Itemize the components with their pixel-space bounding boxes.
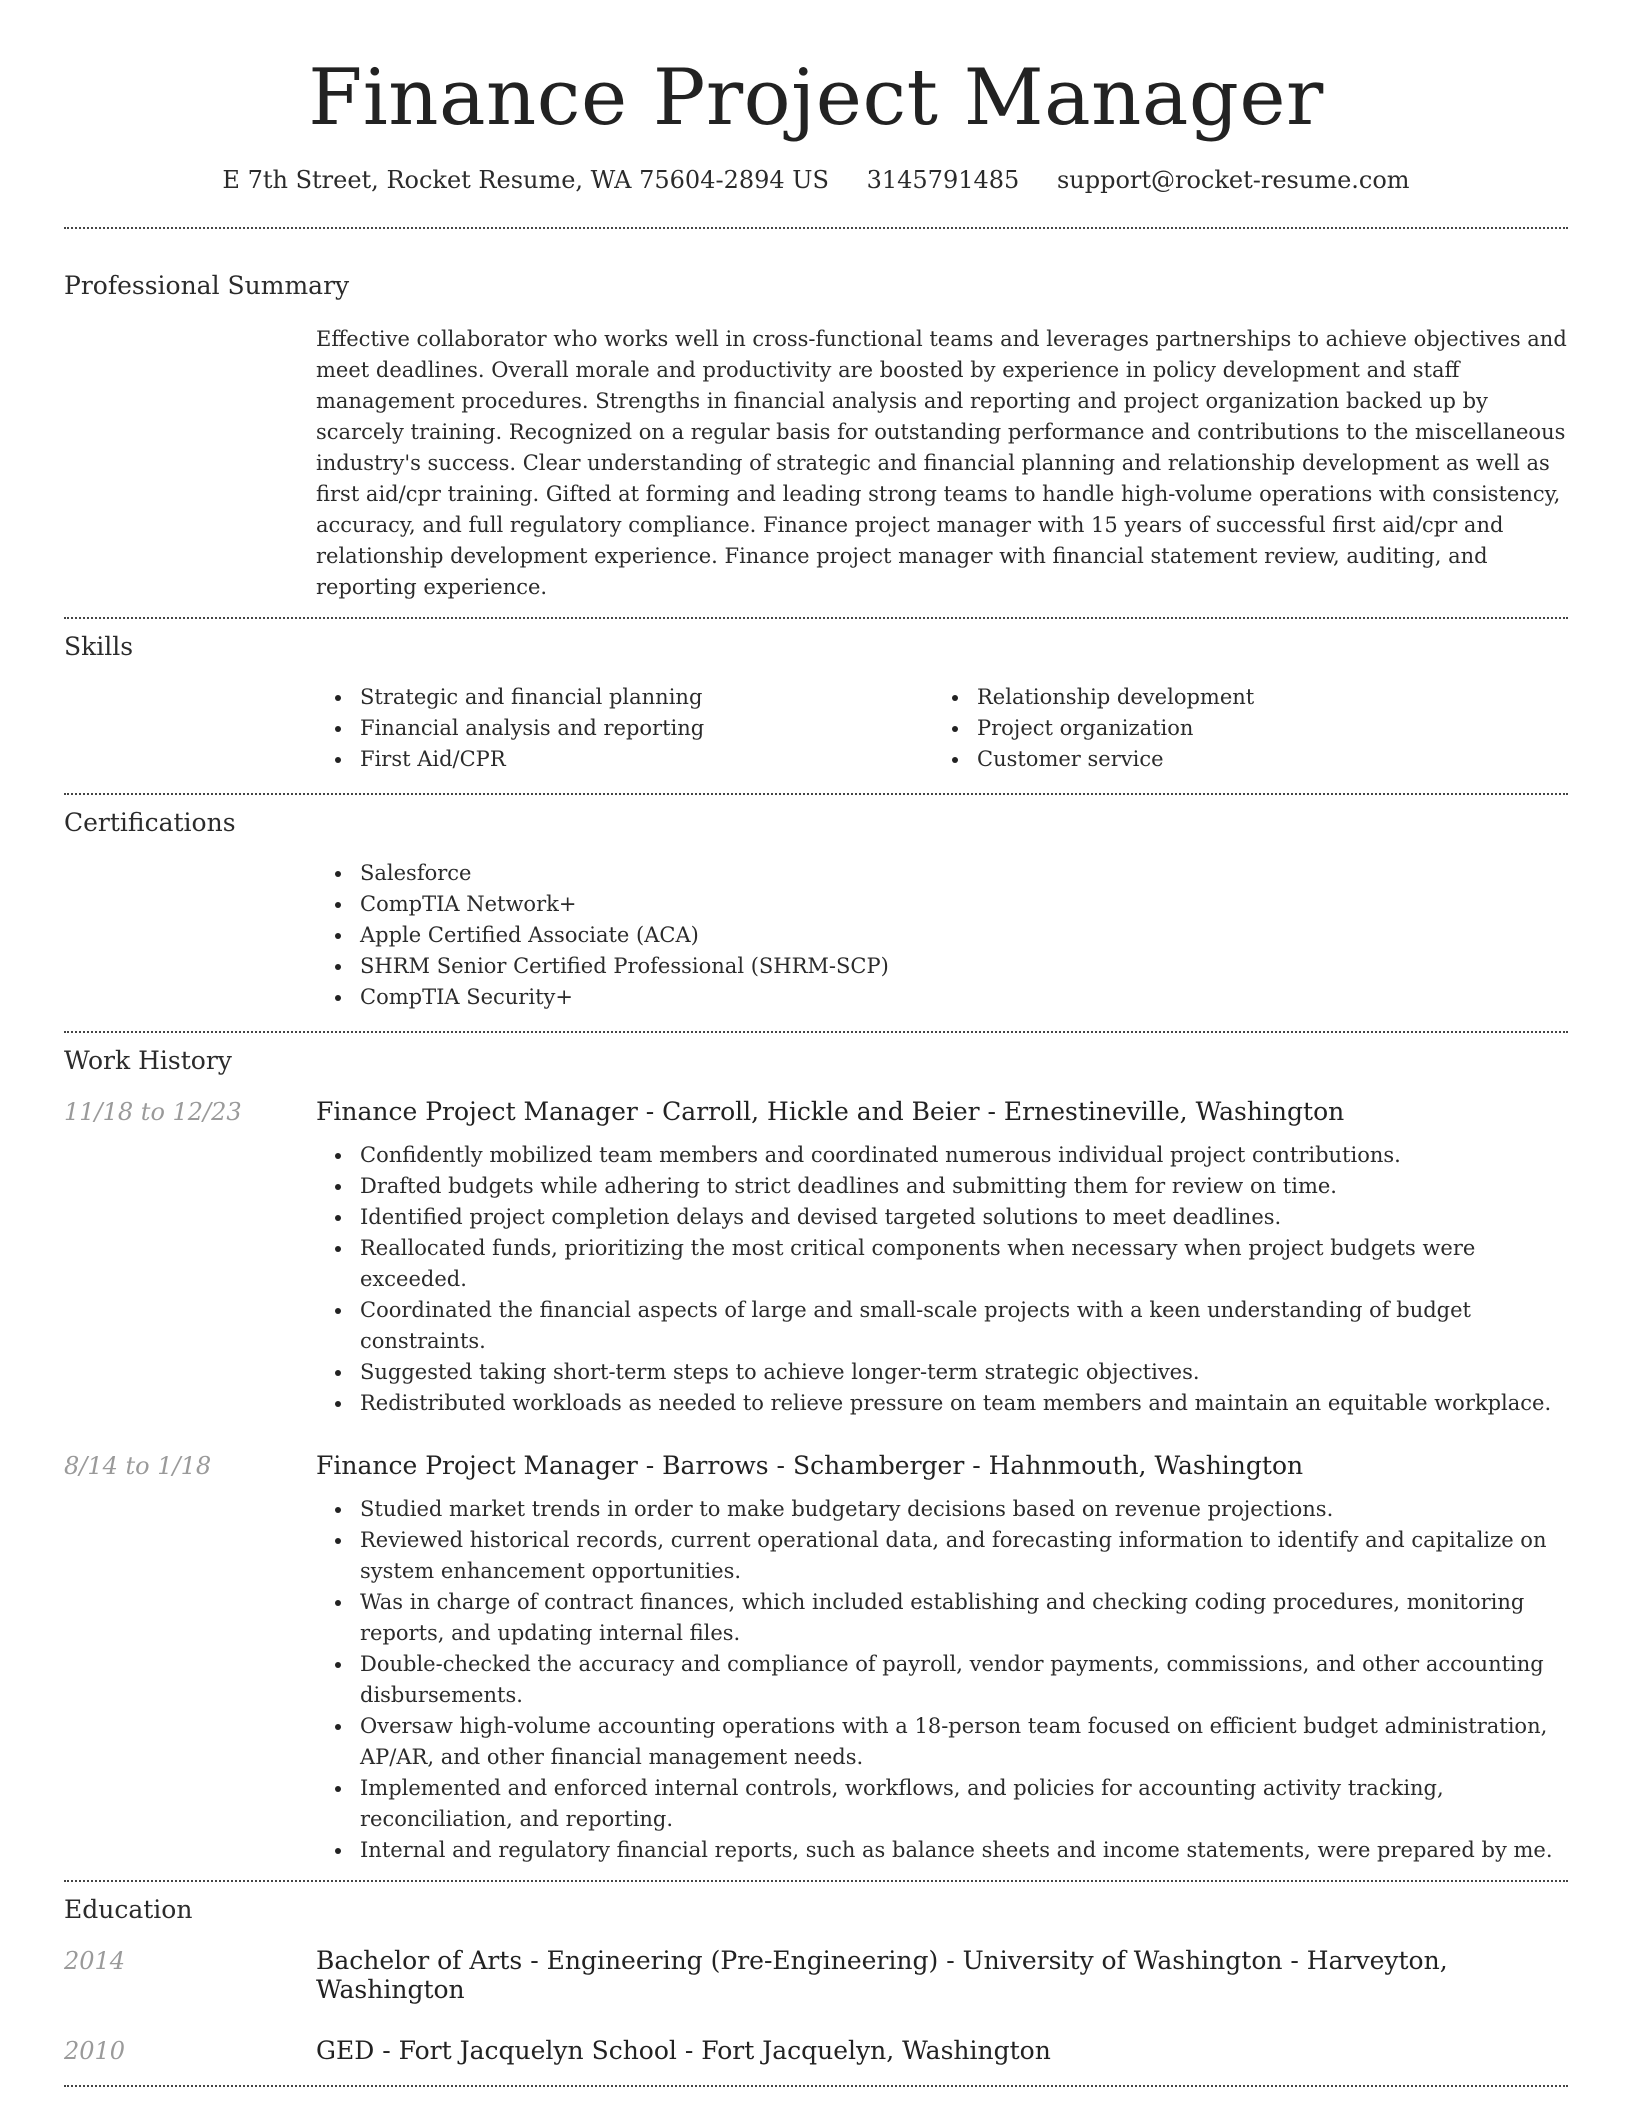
- education-date: 2010: [64, 2036, 126, 2065]
- summary-text: Effective collaborator who works well in cross-functional teams and leverages partnerships to achieve objectives and meet deadlines. Overall morale and productivity are boosted by experience in policy development and staff management procedures. Strengths in financial analysis and reporting and project organization backed up by scarcely training. Recognized on a regular basis for outstanding performance and contributions to the miscellaneous industry's success. Clear understanding of strategic and financial planning and relationship development as well as first aid/cpr training. Gifted at forming and leading strong teams to handle high-volume operations with consistency, accuracy, and full regulatory compliance. Finance project manager with 15 years of successful first aid/cpr and relationship development experience. Finance project manager with financial statement review, auditing, and reporting experience.: [316, 326, 1567, 599]
- phone: 3145791485: [866, 165, 1020, 194]
- divider: [64, 1880, 1568, 1882]
- certifications-list: [316, 858, 1568, 1013]
- job-bullet: Implemented and enforced internal controls, workflows, and policies for accounting activity tracking, reconciliation, and reporting.: [316, 1773, 1568, 1835]
- divider: [64, 1031, 1568, 1033]
- job-bullet: Identified project completion delays and devised targeted solutions to meet deadlines.: [316, 1202, 1568, 1233]
- section-title-certifications: Certifications: [64, 807, 236, 837]
- skill-item: Customer service: [933, 744, 1568, 775]
- section-title-skills: Skills: [64, 631, 134, 661]
- job-bullet: Suggested taking short-term steps to achieve longer-term strategic objectives.: [316, 1357, 1568, 1388]
- job-bullets: [316, 1140, 1568, 1419]
- job-bullet: Oversaw high-volume accounting operations with a 18-person team focused on efficient budget administration, AP/AR, and other financial management needs.: [316, 1711, 1568, 1773]
- education-entry: [64, 1946, 1568, 2004]
- job-entry: [64, 1451, 1568, 1480]
- email: support@rocket-resume.com: [1056, 165, 1410, 194]
- skills-column-left: [316, 682, 933, 775]
- divider: [64, 2085, 1568, 2087]
- section-title-education: Education: [64, 1894, 193, 1924]
- job-bullet: Was in charge of contract finances, which included establishing and checking coding procedures, monitoring reports, and updating internal files.: [316, 1587, 1568, 1649]
- job-bullet: Internal and regulatory financial reports, such as balance sheets and income statements, were prepared by me.: [316, 1835, 1568, 1866]
- job-date: 11/18 to 12/23: [64, 1097, 242, 1126]
- skills-list: [316, 682, 1568, 775]
- job-title: Finance Project Manager - Carroll, Hickle and Beier - Ernestineville, Washington: [316, 1096, 1345, 1126]
- resume-name: Finance Project Manager: [308, 53, 1324, 143]
- skill-item: Strategic and financial planning: [316, 682, 933, 713]
- divider: [64, 227, 1568, 229]
- divider: [64, 617, 1568, 619]
- job-bullet: Coordinated the financial aspects of large and small-scale projects with a keen understanding of budget constraints.: [316, 1295, 1568, 1357]
- education-date: 2014: [64, 1946, 126, 1975]
- job-entry: [64, 1097, 1568, 1126]
- job-bullet: Confidently mobilized team members and coordinated numerous individual project contributions.: [316, 1140, 1568, 1171]
- job-bullet: Reviewed historical records, current operational data, and forecasting information to identify and capitalize on system enhancement opportunities.: [316, 1525, 1568, 1587]
- job-bullet: Reallocated funds, prioritizing the most critical components when necessary when project budgets were exceeded.: [316, 1233, 1568, 1295]
- skills-column-right: [933, 682, 1568, 775]
- education-title: Bachelor of Arts - Engineering (Pre-Engineering) - University of Washington - Harveyton, Washington: [316, 1945, 1448, 2004]
- job-date: 8/14 to 1/18: [64, 1451, 212, 1480]
- skill-item: First Aid/CPR: [316, 744, 933, 775]
- certification-item: CompTIA Security+: [316, 982, 1568, 1013]
- section-title-work-history: Work History: [64, 1045, 232, 1075]
- certification-item: CompTIA Network+: [316, 889, 1568, 920]
- education-entry: [64, 2036, 1568, 2065]
- job-bullets: [316, 1494, 1568, 1866]
- skill-item: Financial analysis and reporting: [316, 713, 933, 744]
- address: E 7th Street, Rocket Resume, WA 75604-2894 US: [222, 165, 829, 194]
- job-bullet: Redistributed workloads as needed to relieve pressure on team members and maintain an equitable workplace.: [316, 1388, 1568, 1419]
- contact-line: [64, 160, 1568, 200]
- skill-item: Project organization: [933, 713, 1568, 744]
- divider: [64, 793, 1568, 795]
- job-title: Finance Project Manager - Barrows - Schamberger - Hahnmouth, Washington: [316, 1450, 1304, 1480]
- certification-item: Apple Certified Associate (ACA): [316, 920, 1568, 951]
- job-bullet: Double-checked the accuracy and compliance of payroll, vendor payments, commissions, and other accounting disbursements.: [316, 1649, 1568, 1711]
- job-bullet: Studied market trends in order to make budgetary decisions based on revenue projections.: [316, 1494, 1568, 1525]
- skill-item: Relationship development: [933, 682, 1568, 713]
- certification-item: SHRM Senior Certified Professional (SHRM-SCP): [316, 951, 1568, 982]
- education-title: GED - Fort Jacquelyn School - Fort Jacquelyn, Washington: [316, 2035, 1051, 2065]
- section-title-summary: Professional Summary: [64, 270, 350, 300]
- certification-item: Salesforce: [316, 858, 1568, 889]
- job-bullet: Drafted budgets while adhering to strict deadlines and submitting them for review on time.: [316, 1171, 1568, 1202]
